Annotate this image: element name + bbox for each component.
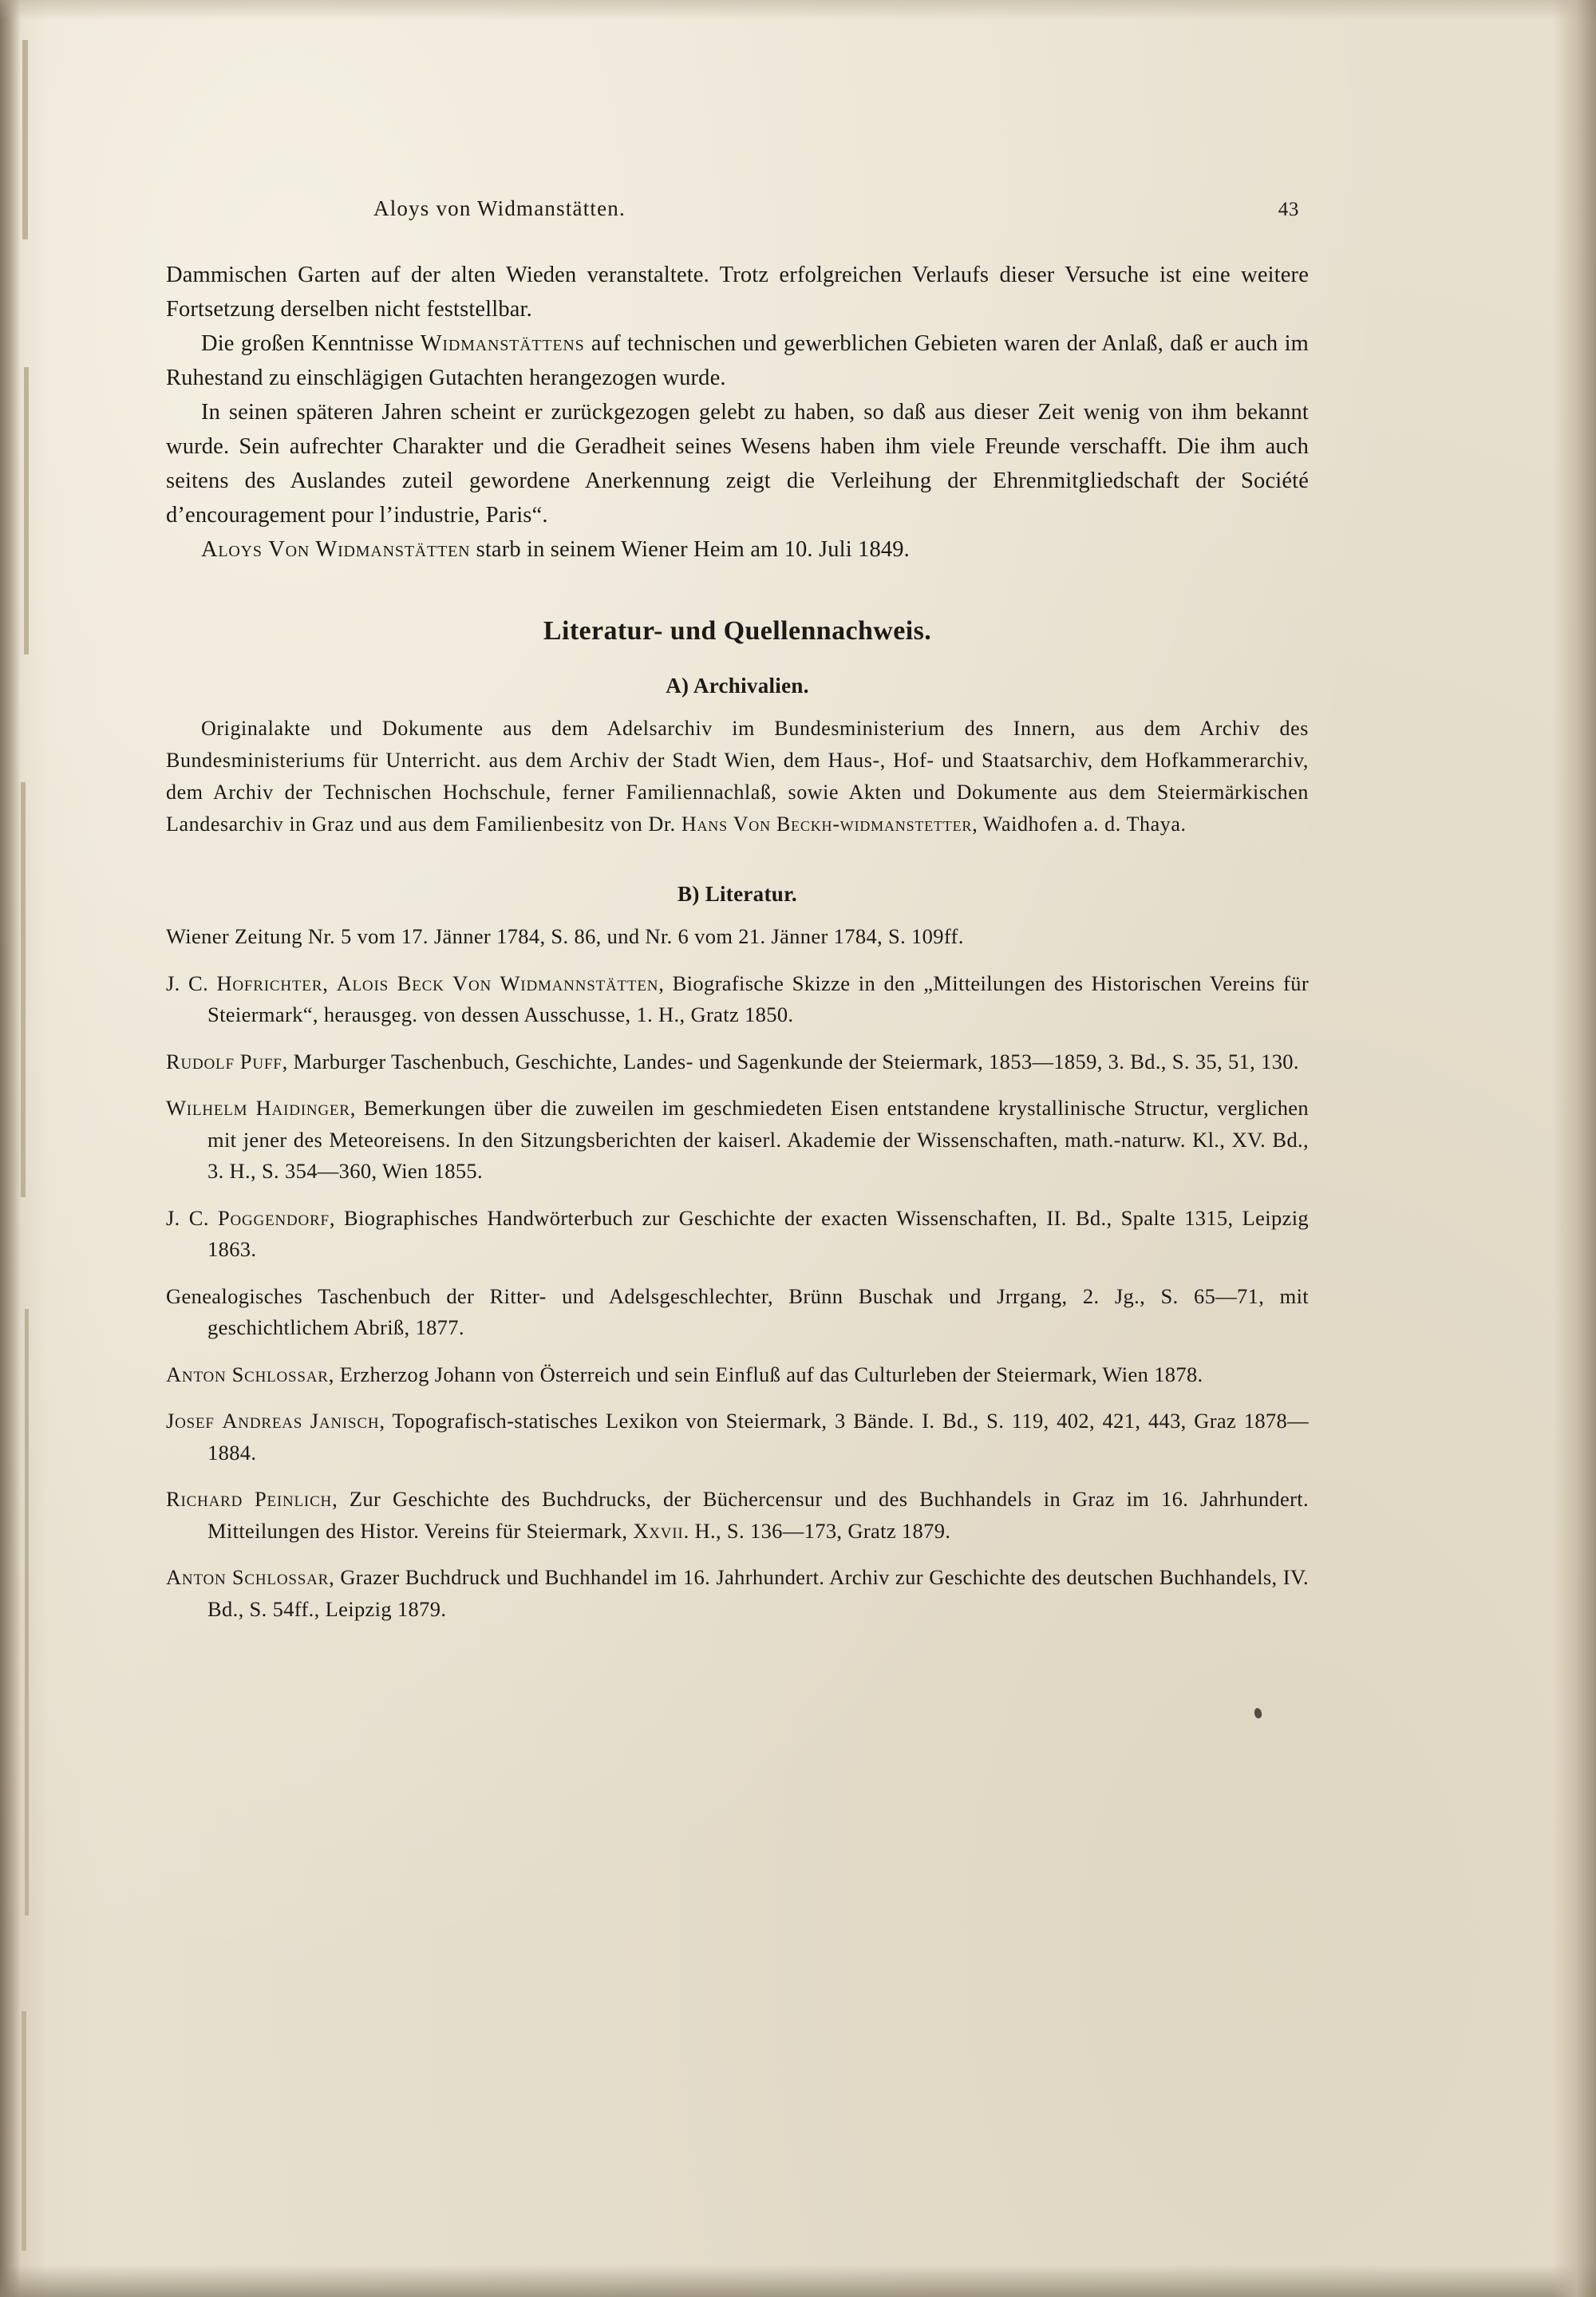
running-head-title: Aloys von Widmanstätten. <box>373 196 626 220</box>
paragraph: Dammischen Garten auf der alten Wieden veranstaltete. Trotz erfolgreichen Verlaufs dieser Versuche ist eine weitere Fortsetzung derselben nicht feststellbar. <box>166 263 1309 322</box>
bibliography-list <box>166 921 1309 1625</box>
subsection-a-text: Originalakte und Dokumente aus dem Adelsarchiv im Bundesministerium des Innern, aus dem Archiv des Bundesministeriums für Unterricht. aus dem Archiv der Stadt Wien, dem Haus-, Hof- und Staatsarchiv, dem Hofkammerarchiv, dem Archiv der Technischen Hochschule, ferner Familiennachlaß, sowie Akten und Dokumente aus dem Steiermärkischen Landesarchiv in Graz und aus dem Familienbesitz von Dr. Hans Von Beckh-widmanstetter, Waidhofen a. d. Thaya. <box>166 717 1309 836</box>
scan-artifact-scratch <box>22 40 28 239</box>
subsection-b-heading: B) Literatur. <box>678 882 797 906</box>
list-item: Genealogisches Taschenbuch der Ritter- und Adelsgeschlechter, Brünn Buschak und Jrrgang, 2. Jg., S. 65—71, mit geschichtlichem Abriß, 1877. <box>166 1283 1309 1339</box>
subsection-a-heading: A) Archivalien. <box>666 674 809 698</box>
scan-artifact-scratch <box>21 782 26 1197</box>
running-head <box>166 196 1309 221</box>
scan-artifact-scratch <box>22 2011 26 2251</box>
paragraph: In seinen späteren Jahren scheint er zurückgezogen gelebt zu haben, so daß aus dieser Zeit wenig von ihm bekannt wurde. Sein aufrechter Charakter und die Geradheit seines Wesens haben ihm viele Freunde verschafft. Die ihm auch seitens des Auslandes zuteil gewordene Anerkennung zeigt die Verleihung der Ehrenmitgliedschaft der Société d’encouragement pour l’industrie, Paris“. <box>166 400 1309 528</box>
section-title: Literatur- und Quellennachweis. <box>543 616 932 646</box>
list-item: J. C. Poggendorf, Biographisches Handwörterbuch zur Geschichte der exacten Wissenschaften, II. Bd., Spalte 1315, Leipzig 1863. <box>166 1205 1310 1261</box>
list-item: Wilhelm Haidinger, Bemerkungen über die zuweilen im geschmiedeten Eisen entstandene krystallinische Structur, verglichen mit jener des Meteoreisens. In den Sitzungsberichten der kaiserl. Akademie der Wissenschaften, math.-naturw. Kl., XV. Bd., 3. H., S. 354—360, Wien 1855. <box>166 1096 1310 1183</box>
list-item: J. C. Hofrichter, Alois Beck Von Widmannstätten, Biografische Skizze in den „Mitteilungen des Historischen Vereins für Steiermark“, herausgeg. von dessen Ausschusse, 1. H., Gratz 1850. <box>166 971 1310 1026</box>
ink-speck <box>1254 1707 1263 1719</box>
page-edge-top <box>0 0 1596 21</box>
paragraph: Die großen Kenntnisse Widmanstättens auf technischen und gewerblichen Gebieten waren der Anlaß, daß er auch im Ruhestand zu einschlägigen Gutachten herangezogen wurde. <box>166 331 1309 390</box>
scan-artifact-scratch <box>24 367 29 654</box>
page-number: 43 <box>1278 199 1299 220</box>
list-item: Anton Schlossar, Grazer Buchdruck und Buchhandel im 16. Jahrhundert. Archiv zur Geschichte des deutschen Buchhandels, IV. Bd., S. 54ff., Leipzig 1879. <box>166 1565 1310 1621</box>
list-item: Rudolf Puff, Marburger Taschenbuch, Geschichte, Landes- und Sagenkunde der Steiermark, 1853—1859, 3. Bd., S. 35, 51, 130. <box>166 1049 1299 1073</box>
list-item: Anton Schlossar, Erzherzog Johann von Österreich und sein Einfluß auf das Culturleben der Steiermark, Wien 1878. <box>166 1362 1203 1386</box>
list-item: Josef Andreas Janisch, Topografisch-statisches Lexikon von Steiermark, 3 Bände. I. Bd., S. 119, 402, 421, 443, Graz 1878—1884. <box>166 1409 1309 1465</box>
page-text-block <box>166 196 1309 1640</box>
scan-artifact-scratch <box>25 1309 29 1915</box>
paragraph: Aloys Von Widmanstätten starb in seinem Wiener Heim am 10. Juli 1849. <box>201 537 910 562</box>
list-item: Richard Peinlich, Zur Geschichte des Buchdrucks, der Büchercensur und des Buchhandels in Graz im 16. Jahrhundert. Mitteilungen des Histor. Vereins für Steiermark, Xxvii. H., S. 136—173, Gratz 1879. <box>166 1487 1309 1543</box>
page-edge-bottom <box>0 2265 1596 2297</box>
list-item: Wiener Zeitung Nr. 5 vom 17. Jänner 1784, S. 86, und Nr. 6 vom 21. Jänner 1784, S. 109ff. <box>166 924 964 948</box>
